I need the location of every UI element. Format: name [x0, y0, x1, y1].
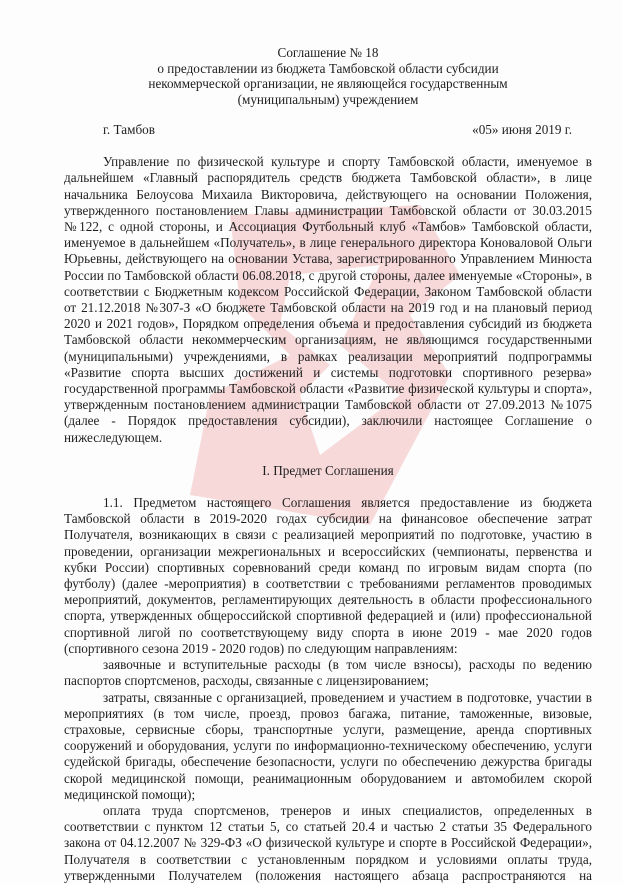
title-line-4: (муниципальным) учреждением: [237, 91, 419, 107]
list-item-salaries: оплата труда спортсменов, тренеров и иных специалистов, определенных в соответствии с пунктом 12 статьи 5, со статьей 20.4 и частью 2 статьи 35 Федерального закона от 04.12.2007 № 329-ФЗ «О физической культуре и спорте в Российской Федерации», Получателя в соответствии с установленным порядком и условиями оплаты труда, утвержденными Получателем (положения настоящего абзаца распространяются на: [64, 802, 592, 883]
title-line-1: Соглашение № 18: [277, 45, 379, 60]
title-line-3: некоммерческой организации, не являющейся государственным: [148, 76, 508, 91]
title-line-2: о предоставлении из бюджета Тамбовской области субсидии: [157, 60, 499, 76]
list-item-event-costs: затраты, связанные с организацией, проведением и участием в подготовке, участии в мероприятиях (в том числе, проезд, провоз багажа, питание, таможенные, визовые, страховые, сервисные сборы, транспортные услуги, размещение, аренда спортивных сооружений и оборудования, услуги по информационно-техническому обеспечению, услуги судейской бригады, обеспечение безопасности, услуги по обеспечению дежурства бригады скорой медицинской помощи, реанимационным оборудованием и автомобилем скорой медицинской помощи);: [64, 689, 592, 802]
document-title: [64, 45, 592, 107]
date: «05» июня 2019 г.: [472, 122, 572, 137]
place-date-row: [64, 122, 592, 138]
section-heading: I. Предмет Соглашения: [262, 462, 394, 478]
list-item-fees: заявочные и вступительные расходы (в том числе взносы), расходы по ведению паспортов спортсменов, расходы, связанные с лицензированием;: [64, 657, 592, 689]
place: г. Тамбов: [103, 122, 155, 137]
preamble-paragraph: Управление по физической культуре и спорту Тамбовской области, именуемое в дальнейшем «Главный распорядитель средств бюджета Тамбовской области», в лице начальника Белоусова Михаила Викторовича, действующего на основании Положения, утвержденного постановлением Главы администрации Тамбовской области от 30.03.2015 №122, с одной стороны, и Ассоциация Футбольный клуб «Тамбов» Тамбовской области, именуемое в дальнейшем «Получатель», в лице генерального директора Коноваловой Ольги Юрьевны, действующего на основании Устава, зарегистрированного Управлением Минюста России по Тамбовской области 06.08.2018, с другой стороны, далее именуемые «Стороны», в соответствии с Бюджетным кодексом Российской Федерации, Законом Тамбовской области от 21.12.2018 №307-З «О бюджете Тамбовской области на 2019 год и на плановый период 2020 и 2021 годов», Порядком определения объема и предоставления субсидий из бюджета Тамбовской области некоммерческим организациям, не являющимся государственными (муниципальными) учреждениями, в рамках реализации мероприятий подпрограммы «Развитие спорта высших достижений и системы подготовки спортивного резерва» государственной программы Тамбовской области «Развитие физической культуры и спорта», утвержденным постановлением администрации Тамбовской области от 27.09.2013 №1075 (далее - Порядок предоставления субсидии), заключили настоящее Соглашение о нижеследующем.: [64, 154, 592, 445]
paragraph-1-1: 1.1. Предметом настоящего Соглашения является предоставление из бюджета Тамбовской области в 2019-2020 годах субсидии на финансовое обеспечение затрат Получателя, возникающих в связи с реализацией мероприятий по подготовке, участию в проведении, организации межрегиональных и всероссийских (чемпионаты, первенства и кубки России) спортивных соревнований среди команд по игровым видам спорта (по футболу) (далее -мероприятия) в соответствии с требованиями регламентов проводимых мероприятий, документов, регламентирующих деятельность в области профессионального спорта, утвержденных общероссийской спортивной федерацией и (или) профессиональной спортивной лигой по соответствующему виду спорта в июне 2019 - мае 2020 годов (спортивного сезона 2019 - 2020 годов) по следующим направлениям:: [64, 495, 592, 656]
document-body: [64, 45, 592, 884]
